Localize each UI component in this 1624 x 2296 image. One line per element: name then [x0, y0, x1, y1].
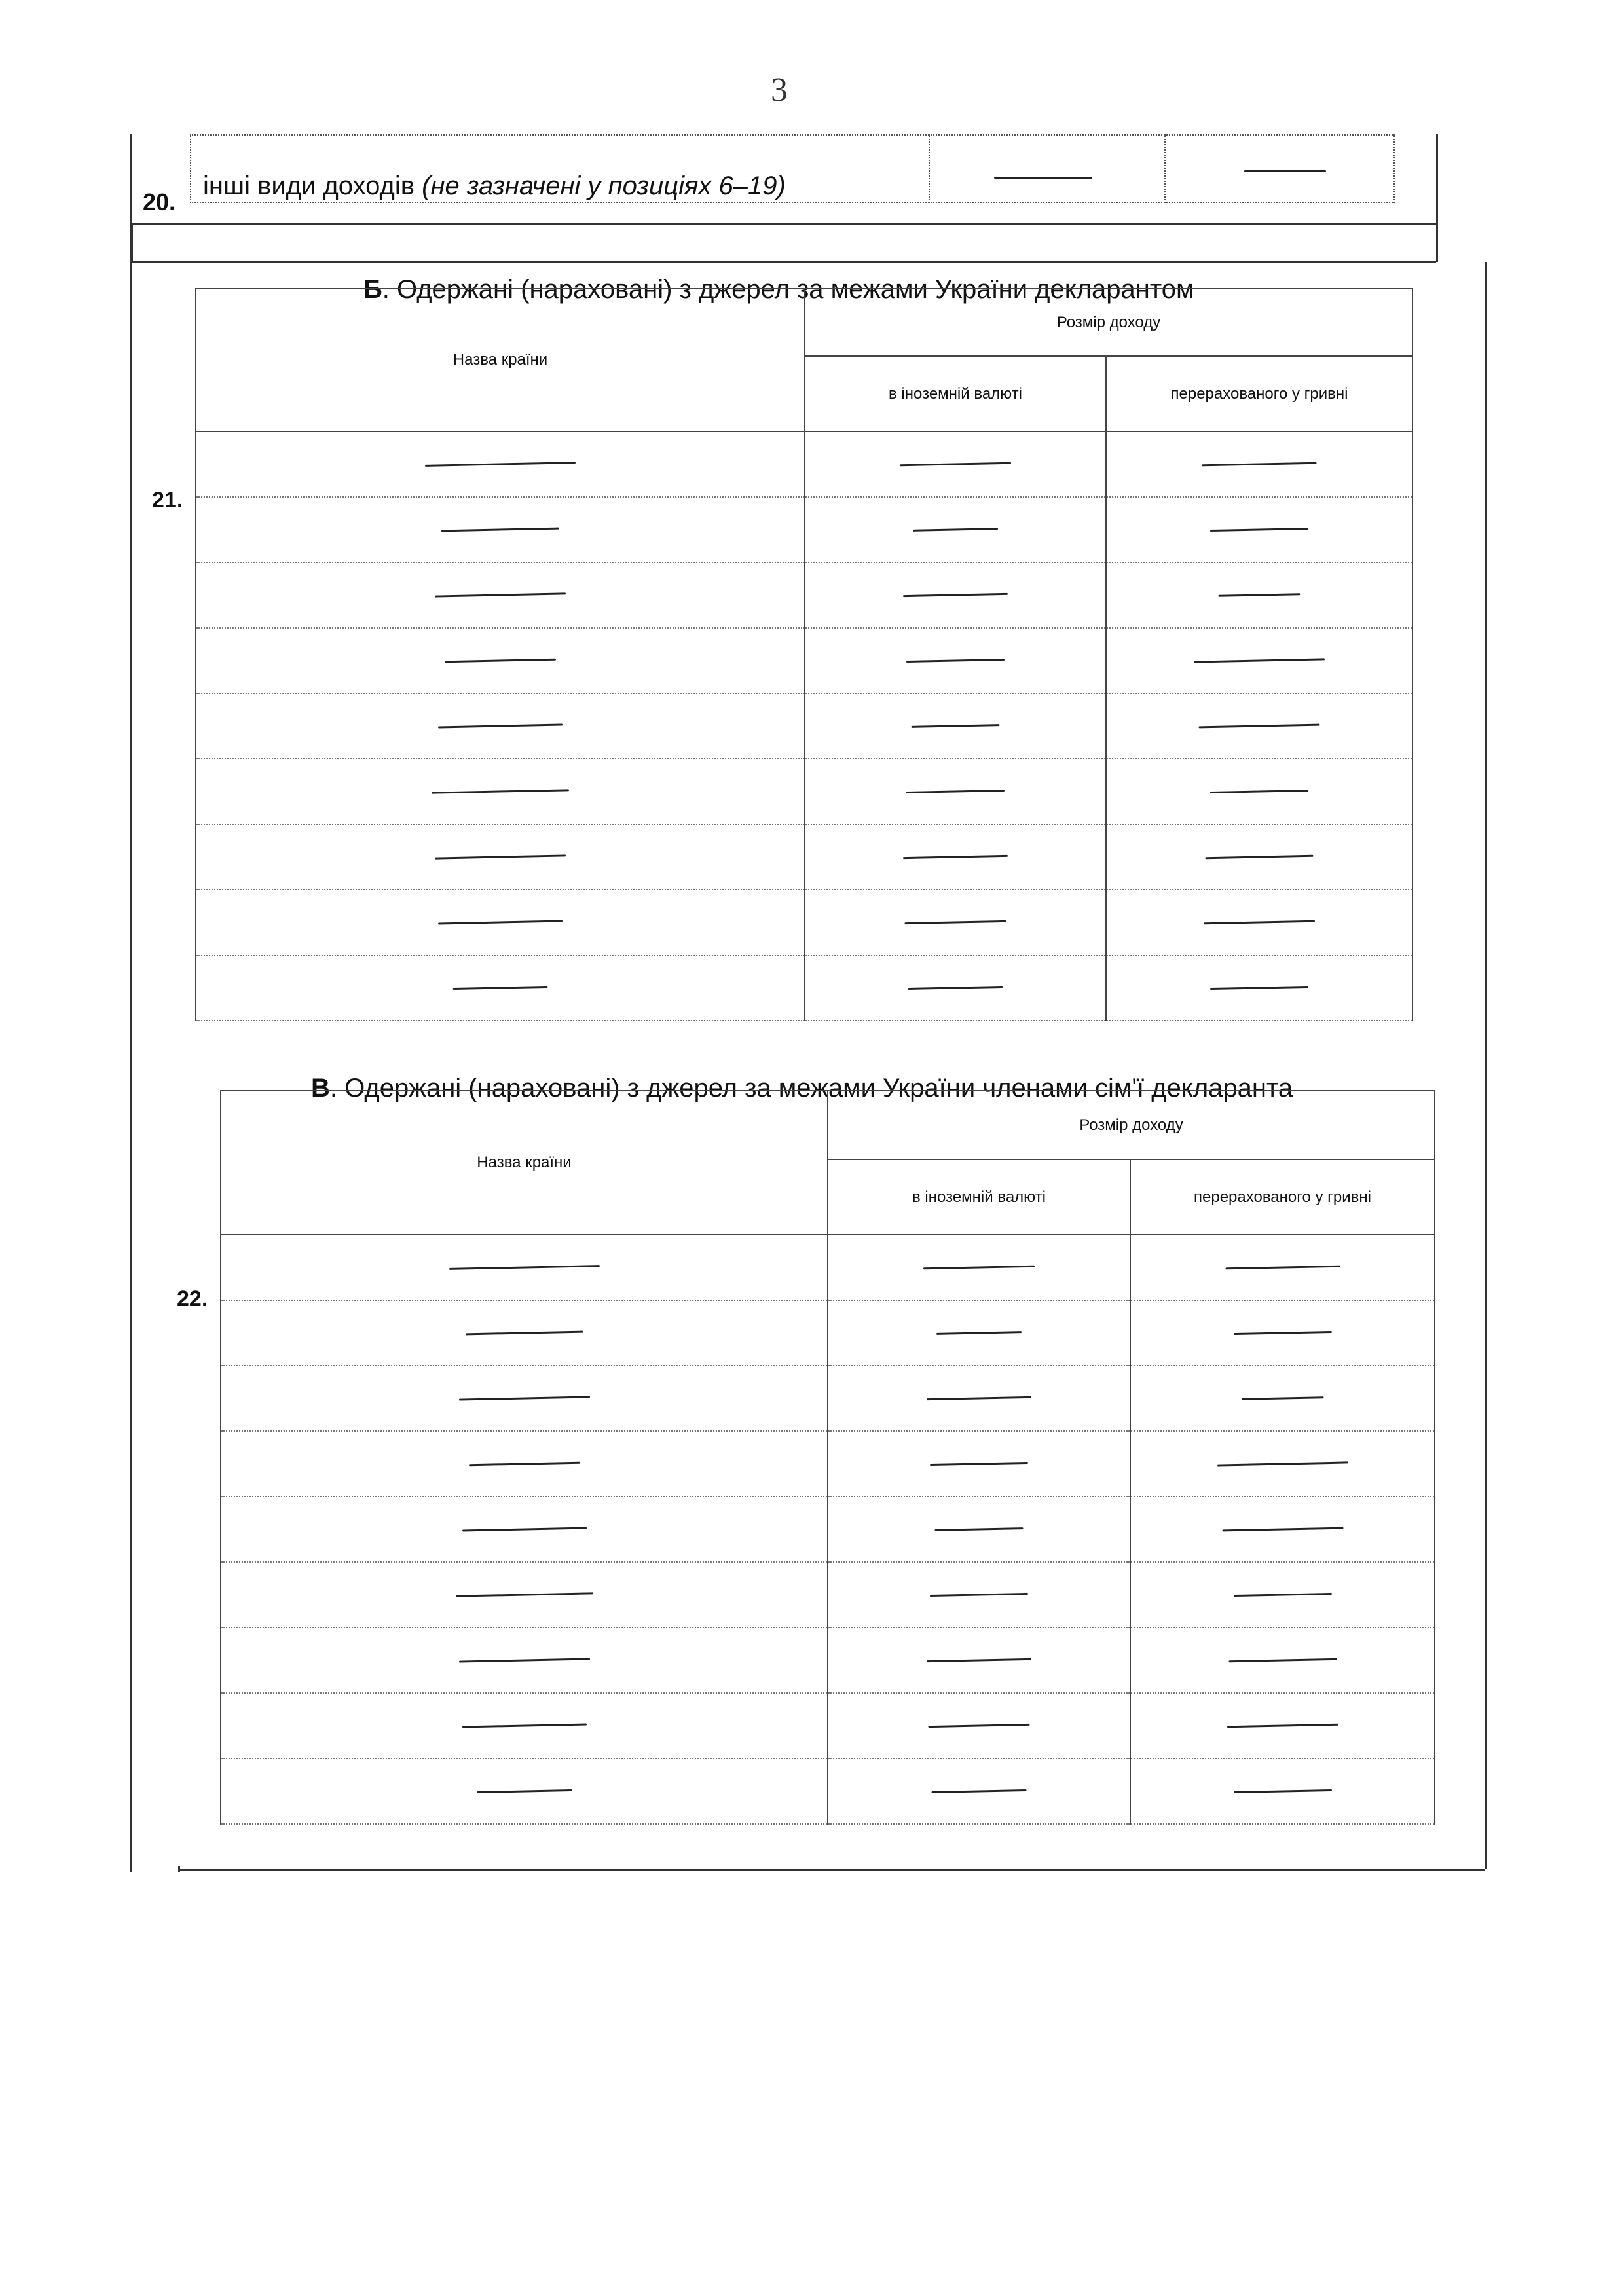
- form-bottom-border: [178, 1869, 1485, 1871]
- section-v-cell: [828, 1431, 1130, 1497]
- section-v-dash-mark: [458, 1396, 589, 1400]
- section-v-cell: [828, 1300, 1130, 1366]
- section-v-header-country: Назва країни: [221, 1091, 828, 1235]
- row-20-label: [203, 172, 786, 201]
- section-v-cell: [1130, 1235, 1435, 1300]
- section-v-dash-mark: [455, 1592, 593, 1597]
- section-b-cell: [1106, 562, 1412, 628]
- section-v-cell: [828, 1562, 1130, 1628]
- form-left-lower: [178, 1866, 180, 1872]
- section-b-header-foreign: в іноземній валюті: [805, 356, 1106, 431]
- section-v-row: [221, 1366, 1435, 1431]
- section-v-dash-mark: [930, 1462, 1028, 1466]
- section-b-cell: [1106, 431, 1412, 497]
- section-b-dash-mark: [1194, 658, 1325, 663]
- section-b-dash-mark: [1204, 920, 1315, 925]
- section-b-dash-mark: [1202, 462, 1316, 467]
- section-v-cell: [828, 1628, 1130, 1693]
- section-v-dash-mark: [1233, 1789, 1331, 1793]
- section-v-dash-mark: [1222, 1527, 1343, 1532]
- section-v-dash-mark: [931, 1789, 1026, 1793]
- section-v-cell: [221, 1235, 828, 1300]
- section-b-dash-mark: [441, 528, 559, 532]
- row-20-left-border: [131, 223, 133, 262]
- section-b-dash-mark: [445, 659, 556, 663]
- section-b-row: [196, 955, 1412, 1021]
- section-b-dash-mark: [908, 986, 1003, 990]
- section-b-cell: [805, 431, 1106, 497]
- section-b-row: [196, 431, 1412, 497]
- section-b-cell: [805, 693, 1106, 759]
- section-v-row: [221, 1693, 1435, 1758]
- section-v-header-foreign: в іноземній валюті: [828, 1159, 1130, 1235]
- section-v-cell: [1130, 1300, 1435, 1366]
- section-b-cell: [805, 759, 1106, 824]
- section-v-cell: [1130, 1628, 1435, 1693]
- section-b-row: [196, 824, 1412, 890]
- section-b-dash-mark: [906, 659, 1005, 663]
- section-v-dash-mark: [928, 1724, 1029, 1728]
- section-b-dash-mark: [425, 462, 576, 467]
- section-v-dash-mark: [1228, 1658, 1337, 1662]
- section-v-dash-mark: [927, 1658, 1031, 1662]
- section-v-dash-mark: [477, 1789, 572, 1793]
- section-v-dash-mark: [934, 1527, 1023, 1531]
- section-v-dash-mark: [923, 1266, 1035, 1270]
- section-b-cell: [1106, 890, 1412, 955]
- section-v-cell: [221, 1758, 828, 1824]
- right-border: [1436, 134, 1438, 262]
- form-right-lower: [1485, 262, 1487, 1869]
- section-b-dash-mark: [438, 920, 563, 925]
- section-v-row: [221, 1628, 1435, 1693]
- section-b-cell: [1106, 628, 1412, 693]
- section-b-row: [196, 890, 1412, 955]
- section-b-cell: [196, 759, 805, 824]
- section-b-dash-mark: [1198, 724, 1320, 729]
- row-20-divider-1: [929, 134, 931, 203]
- section-b-cell: [1106, 693, 1412, 759]
- section-b-header-country: Назва країни: [196, 289, 805, 431]
- section-v-cell: [1130, 1693, 1435, 1758]
- section-v-dash-mark: [927, 1396, 1031, 1400]
- row-20-bottom: [131, 261, 1436, 263]
- section-v-row: [221, 1431, 1435, 1497]
- section-b-dash-mark: [1205, 855, 1313, 859]
- section-b-row: [196, 562, 1412, 628]
- section-b-dash-mark: [435, 854, 566, 859]
- section-v-row-number: 22.: [177, 1286, 208, 1311]
- section-v-header-income: Розмір доходу: [828, 1091, 1435, 1159]
- section-v-dash-mark: [1242, 1396, 1323, 1400]
- section-v-letter: В: [311, 1074, 330, 1102]
- section-b-dash-mark: [900, 462, 1011, 467]
- section-b-dash-mark: [1218, 593, 1300, 597]
- section-b-dash-mark: [432, 789, 569, 793]
- section-b-dash-mark: [903, 593, 1008, 597]
- section-v-cell: [221, 1366, 828, 1431]
- section-v-cell: [1130, 1562, 1435, 1628]
- section-b-cell: [805, 497, 1106, 562]
- section-v-dash-mark: [462, 1724, 586, 1728]
- section-b-cell: [805, 890, 1106, 955]
- section-v-cell: [1130, 1758, 1435, 1824]
- row-20-label-text: інші види доходів: [203, 172, 415, 200]
- section-v-cell: [1130, 1366, 1435, 1431]
- section-b-cell: [196, 628, 805, 693]
- section-b-dash-mark: [435, 592, 566, 597]
- section-v-cell: [221, 1497, 828, 1562]
- section-v-table-body: [221, 1235, 1435, 1824]
- section-v-dash-mark: [1227, 1724, 1338, 1728]
- section-v-cell: [828, 1497, 1130, 1562]
- section-b-table-body: [196, 431, 1412, 1021]
- section-v-dash-mark: [1217, 1461, 1348, 1466]
- section-v-dash-mark: [468, 1462, 580, 1467]
- section-v-table: [220, 1090, 1435, 1825]
- section-b-cell: [1106, 955, 1412, 1021]
- section-v-row: [221, 1758, 1435, 1824]
- section-v-cell: [221, 1431, 828, 1497]
- section-b-row: [196, 628, 1412, 693]
- section-v-dash-mark: [1225, 1266, 1340, 1270]
- row-20-separator: [131, 223, 1436, 225]
- section-v-cell: [828, 1758, 1130, 1824]
- section-b-dash-mark: [903, 855, 1008, 859]
- section-v-cell: [221, 1300, 828, 1366]
- section-b-cell: [196, 431, 805, 497]
- section-b-cell: [1106, 497, 1412, 562]
- section-b-header-income: Розмір доходу: [805, 289, 1412, 356]
- section-v-dash-mark: [449, 1265, 599, 1270]
- section-b-cell: [196, 824, 805, 890]
- section-b-row-number: 21.: [152, 488, 183, 513]
- section-v-cell: [828, 1235, 1130, 1300]
- section-b-cell: [196, 955, 805, 1021]
- section-b-dash-mark: [904, 920, 1006, 924]
- section-b-cell: [196, 497, 805, 562]
- section-b-header-uah: перерахованого у гривні: [1106, 356, 1412, 431]
- row-20-divider-2: [1164, 134, 1167, 203]
- section-b-cell: [805, 628, 1106, 693]
- section-b-row: [196, 759, 1412, 824]
- section-v-cell: [828, 1366, 1130, 1431]
- row-20-value-uah: [1244, 170, 1326, 172]
- section-b-dash-mark: [1210, 986, 1308, 990]
- section-v-dash-mark: [936, 1331, 1022, 1335]
- row-20: [131, 131, 1401, 229]
- section-b-cell: [1106, 824, 1412, 890]
- section-v-cell: [1130, 1497, 1435, 1562]
- section-b-letter: Б: [363, 275, 382, 304]
- section-b-cell: [1106, 759, 1412, 824]
- section-v-dash-mark: [462, 1527, 586, 1532]
- section-b-table: [195, 288, 1413, 1021]
- section-v-cell: [828, 1693, 1130, 1758]
- section-v-dash-mark: [930, 1593, 1028, 1597]
- row-20-value-foreign: [994, 177, 1092, 179]
- section-b-row: [196, 497, 1412, 562]
- section-b-dash-mark: [1210, 528, 1308, 532]
- section-v-cell: [1130, 1431, 1435, 1497]
- section-v-dash-mark: [1233, 1593, 1331, 1597]
- section-v-header-uah: перерахованого у гривні: [1130, 1159, 1435, 1235]
- section-b-cell: [196, 693, 805, 759]
- section-v-row: [221, 1562, 1435, 1628]
- section-v-row: [221, 1235, 1435, 1300]
- section-b-dash-mark: [438, 724, 563, 729]
- section-b-dash-mark: [911, 724, 999, 728]
- section-b-dash-mark: [913, 528, 998, 532]
- section-v-row: [221, 1300, 1435, 1366]
- section-v-cell: [221, 1693, 828, 1758]
- section-b-dash-mark: [1210, 790, 1308, 793]
- section-b-row: [196, 693, 1412, 759]
- section-b-title-text: . Одержані (нараховані) з джерел за межами України декларантом: [382, 275, 1194, 304]
- section-v-cell: [221, 1562, 828, 1628]
- section-b-cell: [196, 562, 805, 628]
- page-number: 3: [771, 71, 788, 109]
- section-v-dash-mark: [458, 1658, 589, 1662]
- section-b-cell: [196, 890, 805, 955]
- row-20-note: (не зазначені у позиціях 6–19): [422, 172, 786, 200]
- row-20-number: 20.: [143, 189, 176, 215]
- section-b-cell: [805, 824, 1106, 890]
- section-v-row: [221, 1497, 1435, 1562]
- section-b-dash-mark: [452, 986, 547, 990]
- section-v-dash-mark: [465, 1331, 583, 1336]
- section-b-cell: [805, 955, 1106, 1021]
- section-v-dash-mark: [1233, 1331, 1331, 1335]
- section-v-cell: [221, 1628, 828, 1693]
- section-b-dash-mark: [906, 790, 1005, 793]
- section-v-title-text: . Одержані (нараховані) з джерел за межами України членами сім'ї декларанта: [329, 1074, 1293, 1102]
- section-b-cell: [805, 562, 1106, 628]
